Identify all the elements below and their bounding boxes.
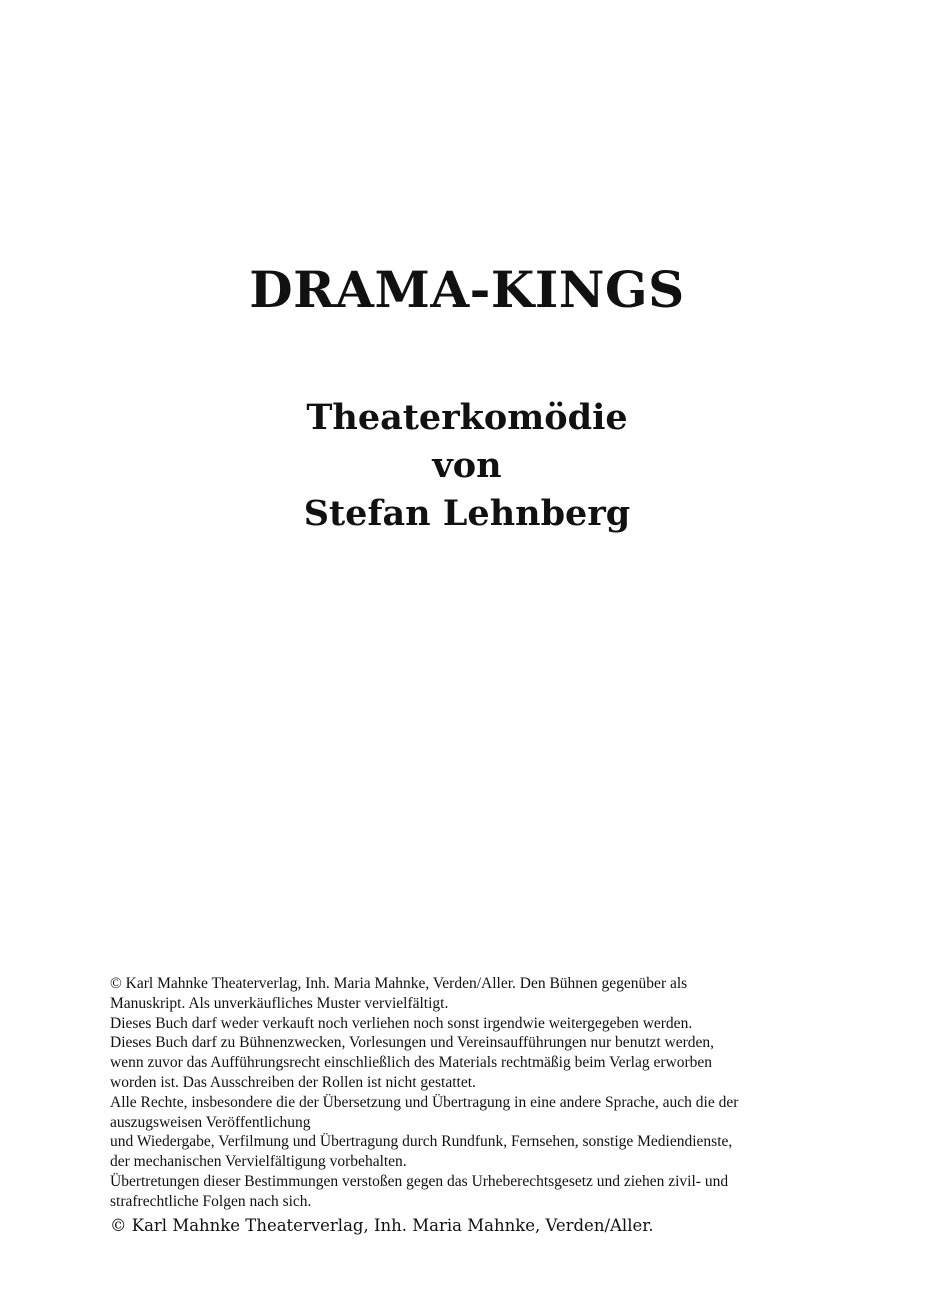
legal-line: Dieses Buch darf weder verkauft noch verliehen noch sonst irgendwie weitergegeben werden. — [110, 1014, 693, 1032]
legal-line: Alle Rechte, insbesondere die der Übersetzung und Übertragung in eine andere Sprache, auch die der — [110, 1093, 739, 1111]
subtitle-block — [0, 394, 934, 538]
copyright-footer: © Karl Mahnke Theaterverlag, Inh. Maria Mahnke, Verden/Aller. — [110, 1216, 654, 1235]
legal-line: wenn zuvor das Aufführungsrecht einschließlich des Materials rechtmäßig beim Verlag erworben — [110, 1054, 713, 1072]
legal-line: der mechanischen Vervielfältigung vorbehalten. — [110, 1153, 407, 1171]
legal-notice — [110, 974, 830, 1212]
legal-line: auszugsweisen Veröffentlichung — [110, 1113, 311, 1131]
legal-line: © Karl Mahnke Theaterverlag, Inh. Maria Mahnke, Verden/Aller. Den Bühnen gegenüber als — [110, 975, 688, 992]
legal-line: und Wiedergabe, Verfilmung und Übertragung durch Rundfunk, Fernsehen, sonstige Mediendienste, — [110, 1133, 733, 1151]
legal-line: worden ist. Das Ausschreiben der Rollen ist nicht gestattet. — [110, 1073, 476, 1091]
legal-line: Übertretungen dieser Bestimmungen verstoßen gegen das Urheberechtsgesetz und ziehen zivil- und — [110, 1172, 729, 1190]
legal-line: strafrechtliche Folgen nach sich. — [110, 1192, 312, 1210]
document-title: DRAMA-KINGS — [249, 260, 685, 319]
legal-line: Manuskript. Als unverkäufliches Muster vervielfältigt. — [110, 994, 449, 1012]
genre-line: Theaterkomödie — [306, 397, 628, 438]
author-name: Stefan Lehnberg — [303, 493, 631, 534]
by-line: von — [432, 445, 502, 486]
legal-line: Dieses Buch darf zu Bühnenzwecken, Vorlesungen und Vereinsaufführungen nur benutzt werden, — [110, 1034, 715, 1052]
